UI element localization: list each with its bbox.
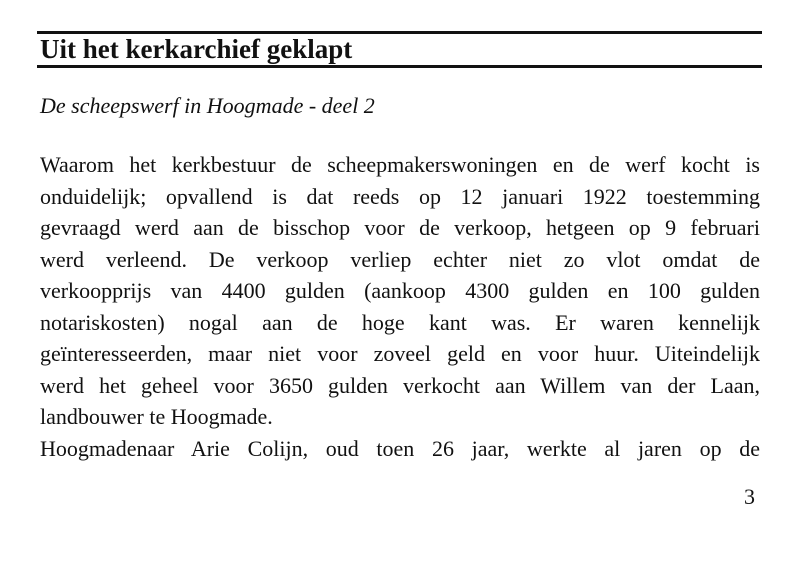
section-title: Uit het kerkarchief geklapt — [40, 34, 353, 64]
body-line: geïnteresseerden, maar niet voor zoveel geld en voor huur. Uiteindelijk — [40, 341, 760, 366]
body-line: Hoogmadenaar Arie Colijn, oud toen 26 jaar, werkte al jaren op de — [40, 435, 760, 461]
body-line: notariskosten) nogal aan de hoge kant was. Er waren kennelijk — [40, 309, 760, 335]
body-line: werd verleend. De verkoop verliep echter niet zo vlot omdat de — [40, 246, 760, 272]
body-line: landbouwer te Hoogmade. — [40, 404, 273, 429]
body-line: werd het geheel voor 3650 gulden verkocht aan Willem van der Laan, — [40, 372, 760, 398]
header-bottom-rule — [37, 65, 762, 68]
body-line: onduidelijk; opvallend is dat reeds op 12 januari 1922 toestemming — [40, 183, 760, 209]
body-line: Waarom het kerkbestuur de scheepmakerswoningen en de werf kocht is — [40, 152, 760, 177]
page-number: 3 — [744, 484, 755, 509]
article-subtitle: De scheepswerf in Hoogmade - deel 2 — [40, 93, 375, 118]
body-line: gevraagd werd aan de bisschop voor de verkoop, hetgeen op 9 februari — [40, 215, 760, 240]
body-line: verkoopprijs van 4400 gulden (aankoop 4300 gulden en 100 gulden — [40, 278, 760, 303]
article-body — [40, 149, 760, 464]
